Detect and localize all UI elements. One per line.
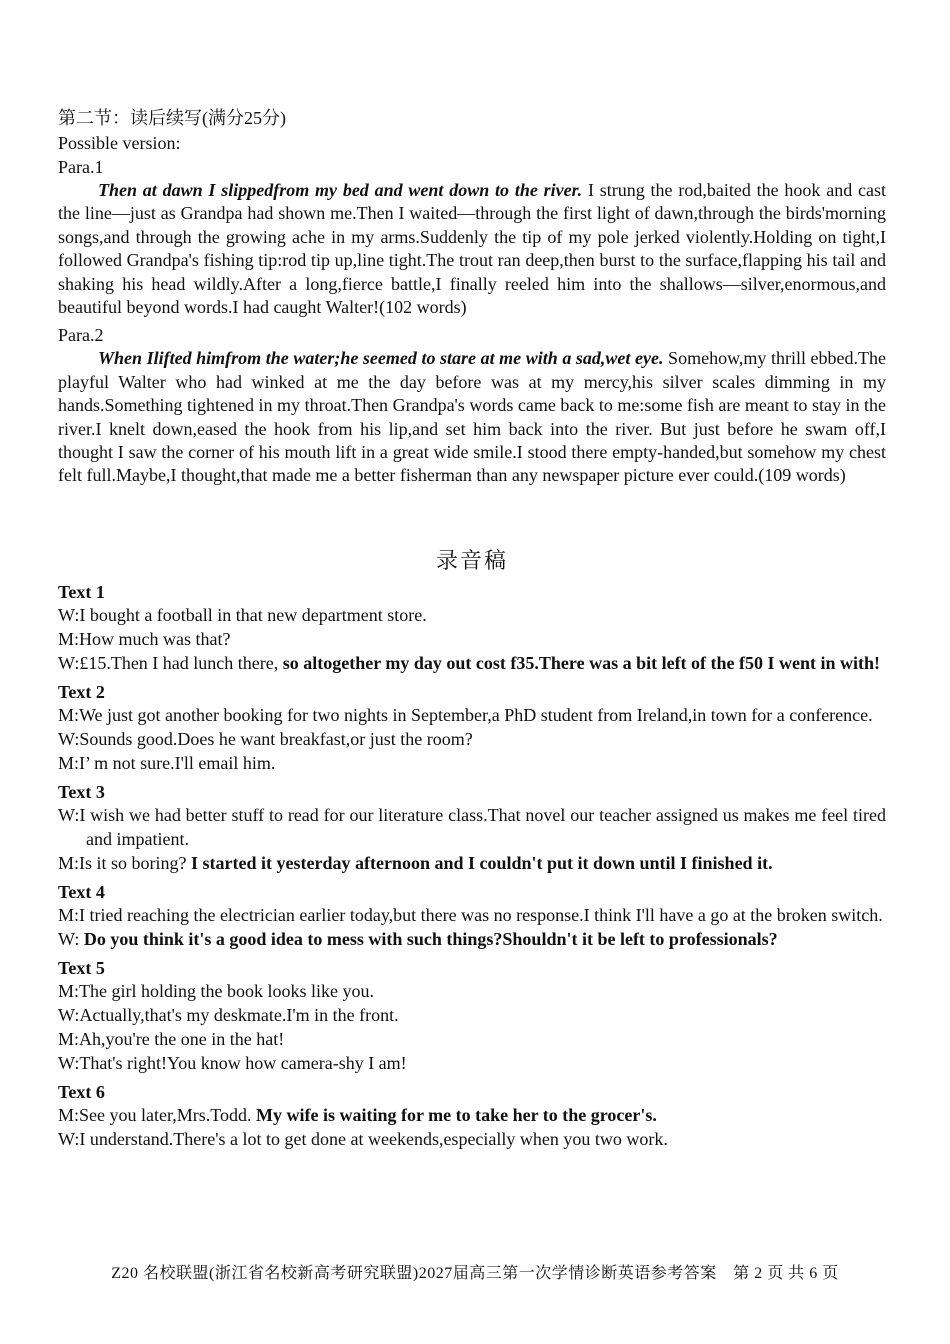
- dialogue-text: M:We just got another booking for two nights in September,a PhD student from Ireland,in town for a conference.: [58, 704, 873, 725]
- section-title: 第二节：读后续写(满分25分): [58, 108, 286, 128]
- dialogue-line: [58, 603, 886, 627]
- transcript-list: [58, 581, 886, 1151]
- text-label: Text 5: [58, 957, 105, 978]
- para2-lead-sentence: When Ilifted himfrom the water;he seemed to stare at me with a sad,wet eye.: [98, 348, 664, 369]
- dialogue-key-answer: I started it yesterday afternoon and I couldn't put it down until I finished it.: [191, 852, 773, 873]
- dialogue-text: M:See you later,Mrs.Todd.: [58, 1104, 256, 1125]
- dialogue-line: [58, 651, 886, 675]
- text-label: Text 3: [58, 781, 105, 802]
- text-label: Text 4: [58, 881, 105, 902]
- dialogue-text: M:How much was that?: [58, 628, 231, 649]
- dialogue-text: W:£15.Then I had lunch there,: [58, 652, 283, 673]
- para2-label: Para.2: [58, 325, 104, 346]
- dialogue-line: [58, 1003, 886, 1027]
- dialogue-text: M:Ah,you're the one in the hat!: [58, 1028, 285, 1049]
- dialogue-text: W:Sounds good.Does he want breakfast,or just the room?: [58, 728, 473, 749]
- dialogue-line: [58, 751, 886, 775]
- para1-body: I strung the rod,baited the hook and cast the line—just as Grandpa had shown me.Then I waited—through the first light of dawn,through the birds'morning songs,and through the growing ache in my arms.Suddenly the tip of my pole jerked violently.Holding on tight,I followed Grandpa's fishing tip:rod tip up,line tight.The trout ran deep,then burst to the surface,flapping his tail and shaking his head wildly.After a long,fierce battle,I finally reeled him into the shallows—silver,enormous,and beautiful beyond words.I had caught Walter!(102 words): [58, 180, 886, 318]
- dialogue-line: [58, 1051, 886, 1075]
- dialogue-key-answer: so altogether my day out cost f35.There was a bit left of the f50 I went in with!: [282, 652, 881, 673]
- dialogue-text: M:I tried reaching the electrician earlier today,but there was no response.I think I'll have a go at the broken switch.: [58, 904, 883, 925]
- possible-version-label: Possible version:: [58, 133, 181, 153]
- para1-lead-sentence: Then at dawn I slippedfrom my bed and went down to the river.: [98, 180, 583, 200]
- answer-page: [58, 105, 886, 1151]
- dialogue-line: [58, 803, 886, 851]
- dialogue-line: [58, 903, 886, 927]
- transcript-heading: 录音稿: [435, 547, 508, 573]
- text-label: Text 1: [58, 581, 105, 602]
- dialogue-line: [58, 627, 886, 651]
- dialogue-text: W:: [58, 928, 84, 949]
- dialogue-line: [58, 1127, 886, 1151]
- dialogue-text: M:The girl holding the book looks like you.: [58, 980, 374, 1001]
- dialogue-text: W:That's right!You know how camera-shy I am!: [58, 1052, 407, 1073]
- dialogue-key-answer: My wife is waiting for me to take her to the grocer's.: [256, 1104, 657, 1125]
- dialogue-line: [58, 851, 886, 875]
- para1-text: [58, 179, 886, 319]
- para2-body: Somehow,my thrill ebbed.The playful Walter who had winked at me the day before was at my mercy,his silver scales dimming in my hands.Something tightened in my throat.Then Grandpa's words came back to me:some fish are meant to stay in the river.I knelt down,eased the hook from his lip,and set him back into the river. But just before he swam off,I thought I saw the corner of his mouth lift in a great wide smile.I stood there empty-handed,but somehow my chest felt full.Maybe,I thought,that made me a better fisherman than any newspaper picture ever could.(109 words): [58, 348, 887, 486]
- dialogue-line: [58, 927, 886, 951]
- page-footer: Z20 名校联盟(浙江省名校新高考研究联盟)2027届高三第一次学情诊断英语参考答案 第 2 页 共 6 页: [111, 1265, 839, 1282]
- dialogue-text: W:I bought a football in that new department store.: [58, 604, 427, 625]
- para1-label: Para.1: [58, 157, 104, 177]
- dialogue-text: M:I’ m not sure.I'll email him.: [58, 752, 276, 773]
- para2-text: [58, 347, 886, 487]
- dialogue-line: [58, 1103, 886, 1127]
- dialogue-text: W:Actually,that's my deskmate.I'm in the front.: [58, 1004, 399, 1025]
- text-label: Text 6: [58, 1081, 105, 1102]
- dialogue-line: [58, 1027, 886, 1051]
- dialogue-key-answer: Do you think it's a good idea to mess with such things?Shouldn't it be left to professionals?: [83, 928, 778, 949]
- dialogue-line: [58, 703, 886, 727]
- text-label: Text 2: [58, 681, 105, 702]
- dialogue-text: W:I understand.There's a lot to get done at weekends,especially when you two work.: [58, 1128, 668, 1149]
- dialogue-text: M:Is it so boring?: [58, 852, 191, 873]
- dialogue-line: [58, 727, 886, 751]
- dialogue-text: W:I wish we had better stuff to read for our literature class.That novel our teacher assigned us makes me feel tired and impatient.: [58, 804, 886, 849]
- dialogue-line: [58, 979, 886, 1003]
